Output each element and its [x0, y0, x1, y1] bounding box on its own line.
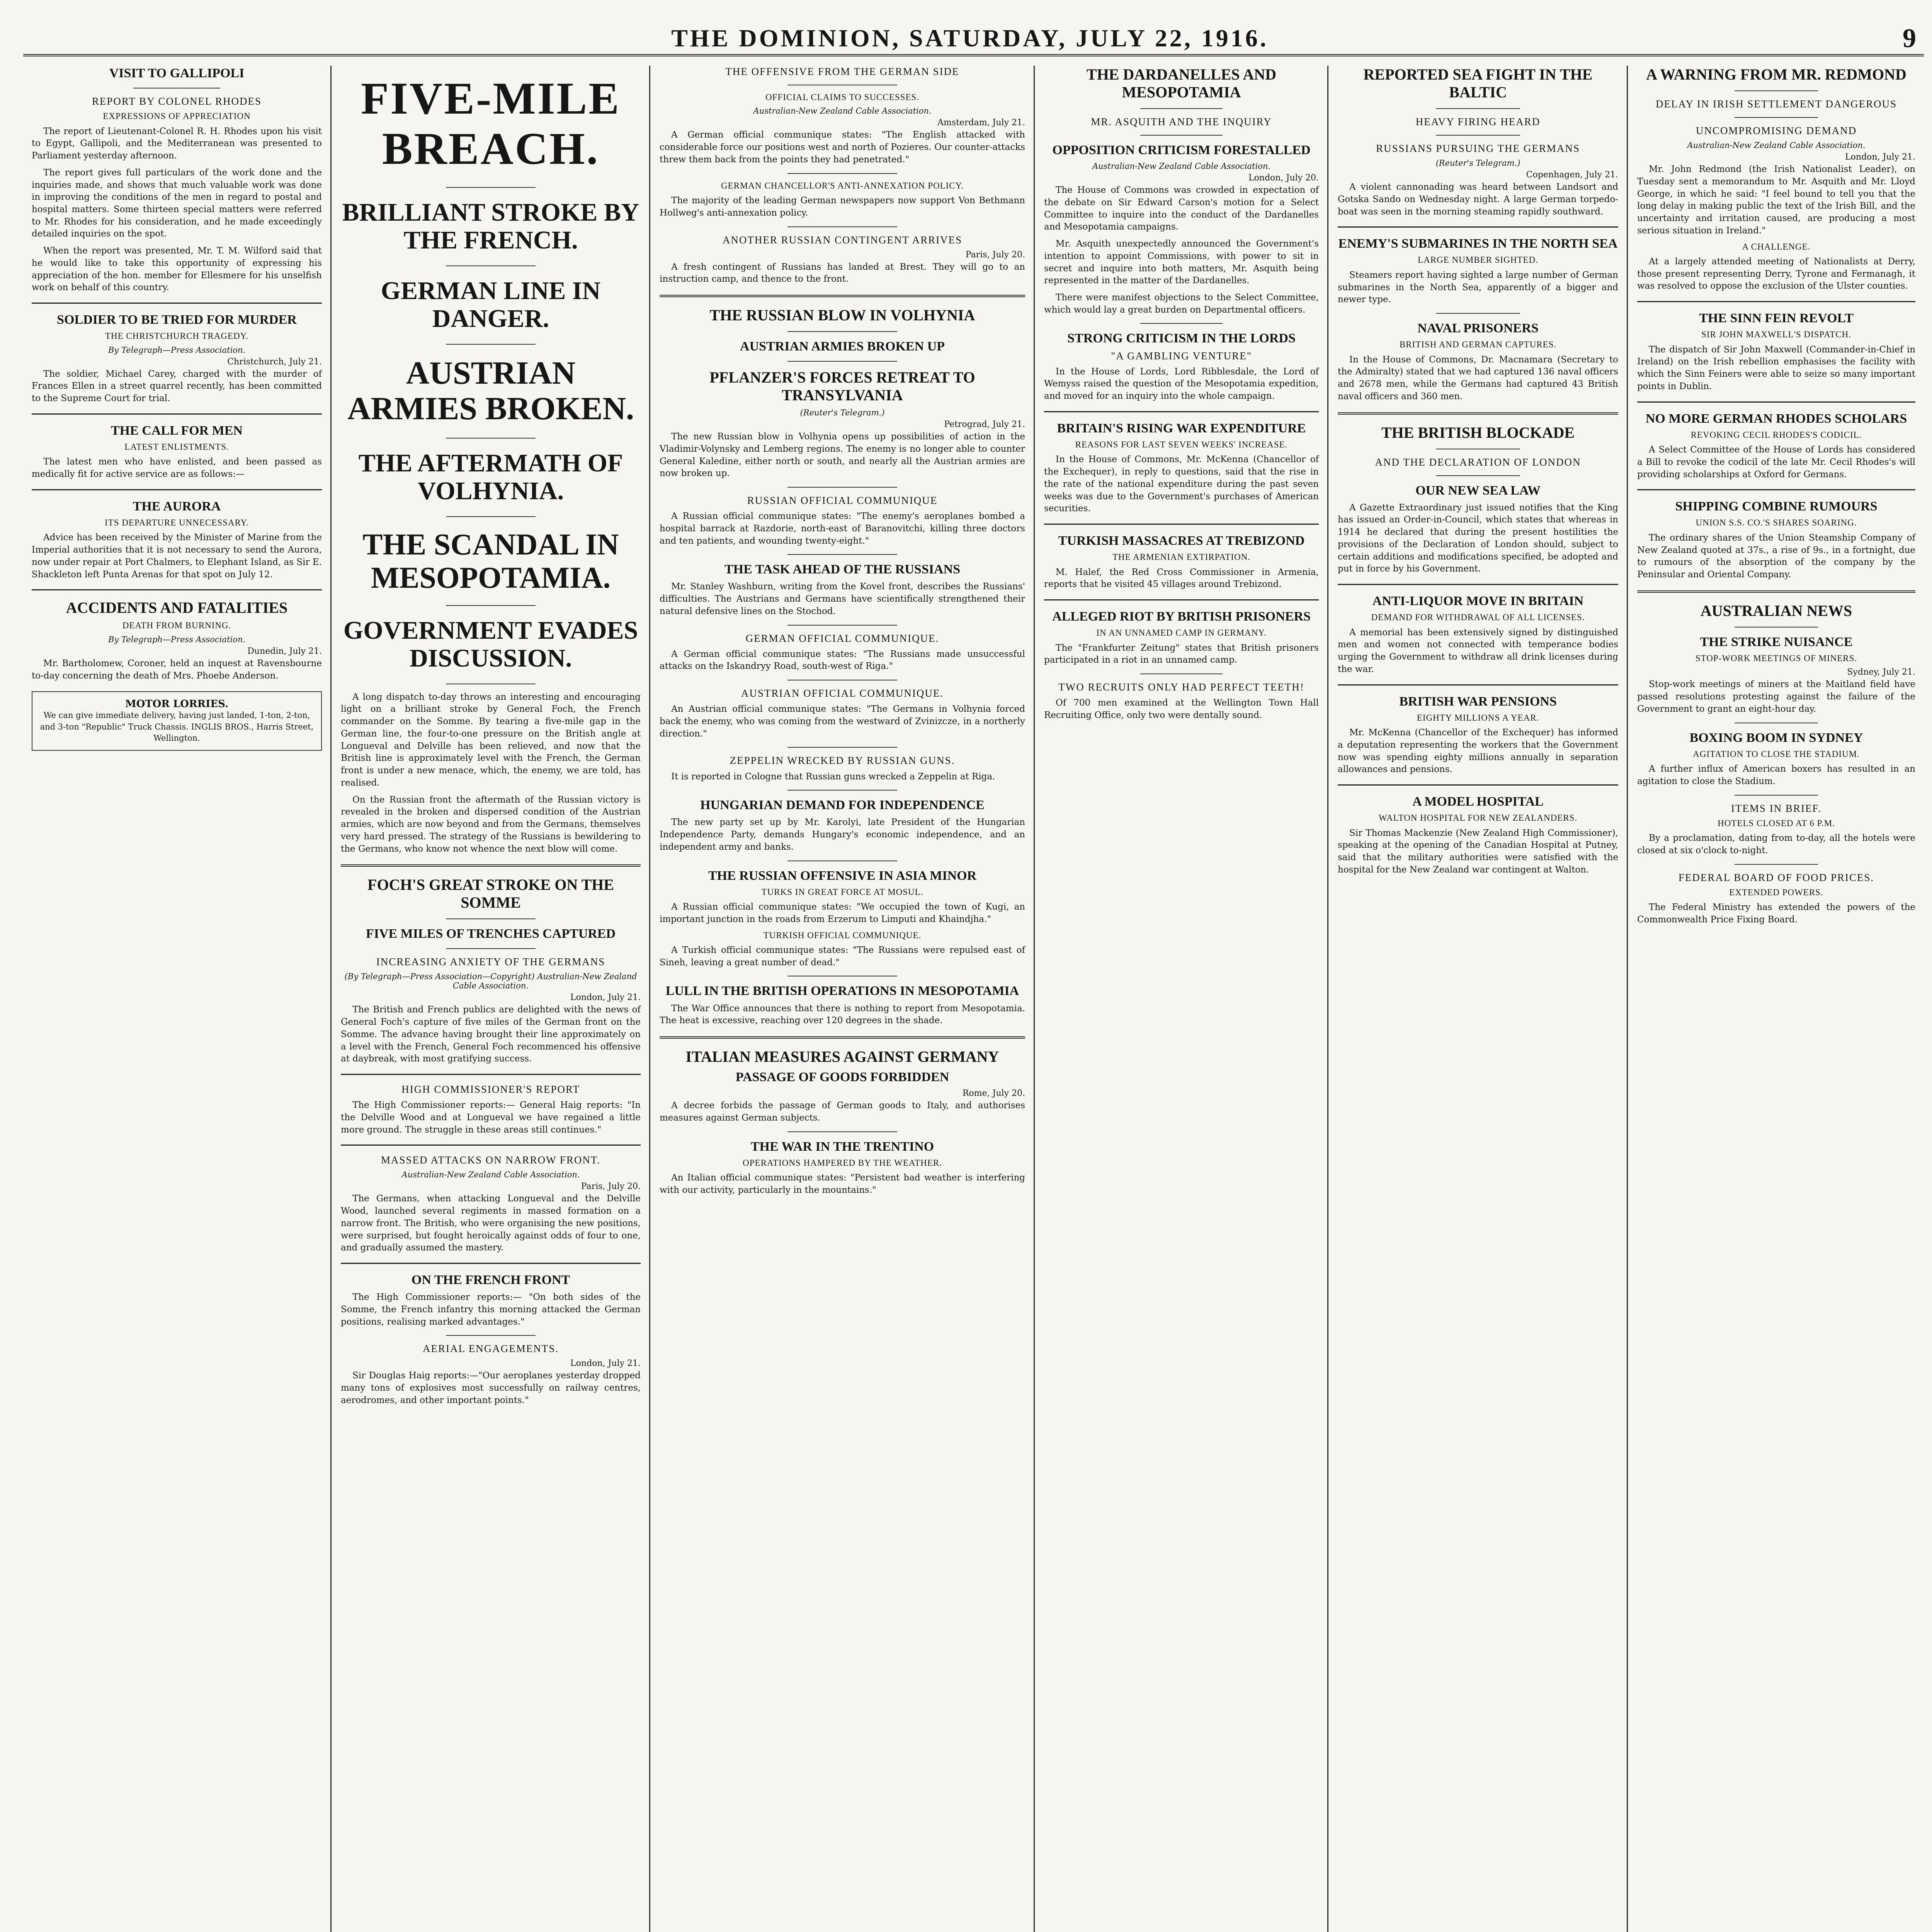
- article-paragraph: The House of Commons was crowded in expectation of the debate on Sir Edward Carson's motion for a Select Committee to inquire into the conduct of the Dardanelles and Mesopotamia campaigns.: [1044, 185, 1319, 232]
- banner-deck: GERMAN LINE IN DANGER.: [381, 276, 601, 333]
- article-subhead: SIR JOHN MAXWELL'S DISPATCH.: [1701, 330, 1851, 340]
- article-paragraph: Sir Thomas Mackenzie (New Zealand High Commissioner), speaking at the opening of the Canadian Hospital at Putney, said that the military authorities were satisfied with the hospital for the New Zealand war contingent at Walton.: [1338, 828, 1618, 875]
- article-headline: A MODEL HOSPITAL: [1412, 794, 1544, 809]
- newspaper-page: [23, 23, 1924, 1932]
- article-headline: ITEMS IN BRIEF.: [1731, 802, 1822, 814]
- article-paragraph: The Germans, when attacking Longueval and the Delville Wood, launched several regiments in massed formation on a narrow front. The British, who were organising the new positions, were surprised, but fought heroically against odds of four to one, and gradually assumed the mastery.: [341, 1194, 641, 1253]
- column-rule: [330, 66, 332, 1932]
- article-subhead: DEATH FROM BURNING.: [122, 621, 231, 631]
- article-subhead: A CHALLENGE.: [1742, 242, 1811, 252]
- article-paragraph: Mr. Bartholomew, Coroner, held an inquest at Ravensbourne to-day concerning the death of Mrs. Phoebe Anderson.: [32, 658, 322, 681]
- article-paragraph: A fresh contingent of Russians has landed at Brest. They will go to an instruction camp, and thence to the front.: [660, 262, 1025, 284]
- article-paragraph: Mr. Asquith unexpectedly announced the Government's intention to appoint Commissions, with power to sit in secret and inquire into both matters, Mr. Asquith being represented in the matter of the Dardanelles.: [1044, 239, 1319, 286]
- article-paragraph: The High Commissioner reports:— General Haig reports: "In the Delville Wood and at Longueval we have regained a little more ground. The struggle in these areas still continues.": [341, 1100, 641, 1135]
- article-headline: AUSTRALIAN NEWS: [1700, 602, 1852, 619]
- article-subhead: REVOKING CECIL RHODES'S CODICIL.: [1690, 430, 1862, 440]
- article-paragraph: Stop-work meetings of miners at the Maitland field have passed resolutions protesting against the failure of the Government to grant an eight-hour day.: [1637, 679, 1915, 714]
- article-headline: THE TASK AHEAD OF THE RUSSIANS: [724, 562, 960, 577]
- article-subhead: REASONS FOR LAST SEVEN WEEKS' INCREASE.: [1075, 439, 1288, 449]
- banner-deck: BRILLIANT STROKE BY THE FRENCH.: [342, 198, 639, 255]
- article-headline: ON THE FRENCH FRONT: [411, 1273, 570, 1287]
- article-headline: GERMAN CHANCELLOR'S ANTI-ANNEXATION POLICY.: [721, 180, 964, 190]
- article-subhead: AUSTRIAN ARMIES BROKEN UP: [740, 339, 945, 354]
- article-paragraph: When the report was presented, Mr. T. M. Wilford said that he would like to take this opportunity of expressing his appreciation of the hon. member for Ellesmere for his unselfish work on behalf of this country.: [32, 246, 322, 293]
- credit-line: Australian-New Zealand Cable Association.: [1687, 141, 1866, 150]
- article-subhead: RUSSIANS PURSUING THE GERMANS: [1376, 143, 1580, 155]
- article-paragraph: A German official communique states: "The English attacked with considerable force our positions west and north of Pozieres. Our counter-attacks threw them back from the points they had penetrated.": [660, 130, 1025, 165]
- article-paragraph: Mr. McKenna (Chancellor of the Exchequer) has informed a deputation representing the workers that the Government now was spending eighty millions annually in separation allowances and pensions.: [1338, 728, 1618, 775]
- article-subhead: UNCOMPROMISING DEMAND: [1696, 125, 1857, 137]
- article-paragraph: It is reported in Cologne that Russian guns wrecked a Zeppelin at Riga.: [671, 771, 995, 782]
- article-subhead: EXPRESSIONS OF APPRECIATION: [103, 111, 251, 121]
- column-4: [1036, 66, 1327, 1932]
- article-subhead: DELAY IN IRISH SETTLEMENT DANGEROUS: [1656, 98, 1897, 110]
- article-subhead: UNION S.S. CO.'S SHARES SOARING.: [1696, 518, 1857, 528]
- article-paragraph: The High Commissioner reports:— "On both sides of the Somme, the French infantry this morning attacked the German positions, realising marked advantages.": [341, 1292, 641, 1327]
- column-rule: [1327, 66, 1328, 1932]
- article-headline: LULL IN THE BRITISH OPERATIONS IN MESOPOTAMIA: [665, 984, 1019, 998]
- article-headline: VISIT TO GALLIPOLI: [109, 66, 245, 80]
- article-headline: THE RUSSIAN OFFENSIVE IN ASIA MINOR: [708, 868, 977, 883]
- article-paragraph: The dispatch of Sir John Maxwell (Commander-in-Chief in Ireland) on the Irish rebellion emphasises the facility with which the Sinn Feiners were able to seize so many important points in Dublin.: [1637, 344, 1915, 391]
- article-headline: HUNGARIAN DEMAND FOR INDEPENDENCE: [700, 798, 985, 813]
- article-headline: ALLEGED RIOT BY BRITISH PRISONERS: [1052, 609, 1311, 624]
- column-6: [1629, 66, 1924, 1932]
- article-paragraph: On the Russian front the aftermath of the Russian victory is revealed in the broken and dispersed condition of the Austrian armies, which are now beyond and from the Germans, themselves very hard pressed. The strategy of the Russians is bewildering to the Germans, who know not whence the next blow will come.: [341, 794, 641, 854]
- article-headline: STRONG CRITICISM IN THE LORDS: [1067, 331, 1296, 346]
- article-headline: AUSTRIAN OFFICIAL COMMUNIQUE.: [741, 687, 944, 699]
- article-headline: FEDERAL BOARD OF FOOD PRICES.: [1678, 871, 1874, 883]
- article-paragraph: The Federal Ministry has extended the powers of the Commonwealth Price Fixing Board.: [1637, 902, 1915, 925]
- article-paragraph: By a proclamation, dating from to-day, all the hotels were closed at six o'clock to-night.: [1637, 833, 1915, 855]
- article-subhead: OPPOSITION CRITICISM FORESTALLED: [1052, 143, 1311, 158]
- article-headline: TURKISH MASSACRES AT TREBIZOND: [1058, 534, 1305, 548]
- article-headline: THE AURORA: [133, 499, 221, 514]
- dateline: London, July 21.: [570, 1359, 641, 1369]
- article-paragraph: Mr. Stanley Washburn, writing from the Kovel front, describes the Russians' difficulties. The Austrians and Germans have scientifically strengthened their natural defensive lines on the Stochod.: [660, 582, 1025, 616]
- dateline: Rome, July 20.: [962, 1088, 1025, 1099]
- article-paragraph: At a largely attended meeting of Nationalists at Derry, those present representing Derry, Tyrone and Fermanagh, it was resolved to oppose the exclusion of the Ulster counties.: [1637, 256, 1915, 291]
- article-paragraph: A Russian official communique states: "The enemy's aeroplanes bombed a hospital barrack at Razdorie, north-east of Baranovitchi, killing three doctors and ten patients, and wounding twenty-eight.": [660, 511, 1025, 546]
- article-paragraph: A decree forbids the passage of German goods to Italy, and authorises measures against German subjects.: [660, 1100, 1025, 1123]
- article-paragraph: A long dispatch to-day throws an interesting and encouraging light on a brilliant stroke by General Foch, the French commander on the Somme. By tearing a five-mile gap in the German line, the four-to-one pressure on the British angle at Longueval and Delville has been relieved, and now that the British line is approximately level with the French, the German front is under a new menace, which, the enemy, we are told, has realised.: [341, 692, 641, 788]
- credit-line: By Telegraph—Press Association.: [108, 345, 246, 355]
- page-number: 9: [1903, 24, 1916, 53]
- article-paragraph: An Austrian official communique states: "The Germans in Volhynia forced back the enemy, who was coming from the westward of Zvinizcze, in a northerly direction.": [660, 704, 1025, 739]
- credit-line: Australian-New Zealand Cable Association.: [753, 106, 932, 116]
- article-paragraph: A violent cannonading was heard between Landsort and Gotska Sando on Wednesday night. A large German torpedo-boat was seen in the morning steaming rapidly southward.: [1338, 182, 1618, 217]
- article-headline: SOLDIER TO BE TRIED FOR MURDER: [57, 313, 297, 327]
- article-paragraph: The report gives full particulars of the work done and the inquiries made, and shows that much valuable work was done in improving the conditions of the men in regard to postal and hospital matters. Some thirteen special matters were referred to Mr. Rhodes for his consideration, and he made exceedingly detailed inquiries on the spot.: [32, 167, 322, 239]
- advertisement: [32, 691, 322, 751]
- article-headline: BRITISH WAR PENSIONS: [1399, 694, 1557, 709]
- article-headline: AERIAL ENGAGEMENTS.: [423, 1343, 559, 1355]
- article-paragraph: The British and French publics are delighted with the news of General Foch's capture of five miles of the German front on the Somme. The advance having brought their line approximately on a level with the French, General Foch recommenced his offensive at daybreak, with most gratifying success.: [341, 1005, 641, 1064]
- article-paragraph: A Russian official communique states: "We occupied the town of Kugi, an important junction in the roads from Erzerum to Limputi and Khaindjha.": [660, 902, 1025, 924]
- dateline: London, July 21.: [1845, 152, 1915, 162]
- article-paragraph: Of 700 men examined at the Wellington Town Hall Recruiting Office, only two were dentally sound.: [1044, 698, 1319, 720]
- article-subhead: ITS DEPARTURE UNNECESSARY.: [105, 517, 249, 527]
- dateline: Paris, July 20.: [581, 1182, 641, 1192]
- dateline: London, July 21.: [570, 993, 641, 1003]
- article-paragraph: Mr. John Redmond (the Irish Nationalist Leader), on Tuesday sent a memorandum to Mr. Asquith and Mr. Lloyd George, in which he said: "I feel bound to tell you that the long delay in making public the text of the Irish Bill, and the uncertainty and irritation caused, are producing a most serious situation in Ireland.": [1637, 164, 1915, 236]
- article-headline: ENEMY'S SUBMARINES IN THE NORTH SEA: [1338, 236, 1618, 251]
- article-headline: THE WAR IN THE TRENTINO: [750, 1139, 934, 1154]
- article-paragraph: There were manifest objections to the Select Committee, which would lay a great burden on Departmental officers.: [1044, 293, 1319, 315]
- article-paragraph: The report of Lieutenant-Colonel R. H. Rhodes upon his visit to Egypt, Gallipoli, and the Mediterranean was presented to Parliament yesterday afternoon.: [32, 126, 322, 161]
- article-paragraph: In the House of Commons, Mr. McKenna (Chancellor of the Exchequer), in reply to questions, said that the rise in the rate of the national expenditure during the past seven weeks was due to the Government's purchases of American securities.: [1044, 454, 1319, 514]
- article-subhead: HOTELS CLOSED AT 6 P.M.: [1718, 818, 1835, 828]
- article-subhead: HEAVY FIRING HEARD: [1415, 116, 1541, 128]
- article-headline: TWO RECRUITS ONLY HAD PERFECT TEETH!: [1058, 681, 1304, 693]
- article-headline: BOXING BOOM IN SYDNEY: [1689, 730, 1863, 745]
- article-headline: HIGH COMMISSIONER'S REPORT: [401, 1083, 580, 1095]
- advertisement-title: MOTOR LORRIES.: [125, 698, 229, 710]
- column-rule: [1627, 66, 1628, 1932]
- article-headline: GERMAN OFFICIAL COMMUNIQUE.: [745, 632, 939, 644]
- article-headline: THE CALL FOR MEN: [111, 423, 243, 438]
- banner-deck: THE AFTERMATH OF VOLHYNIA.: [358, 449, 623, 505]
- dateline: Christchurch, July 21.: [227, 357, 322, 367]
- article-headline: TURKISH OFFICIAL COMMUNIQUE.: [763, 930, 922, 940]
- column-rule: [649, 66, 650, 1932]
- article-subhead: THE STRIKE NUISANCE: [1700, 634, 1853, 649]
- article-headline: RUSSIAN OFFICIAL COMMUNIQUE: [747, 495, 938, 507]
- article-subhead: INCREASING ANXIETY OF THE GERMANS: [376, 956, 605, 968]
- article-subhead: EIGHTY MILLIONS A YEAR.: [1417, 713, 1539, 723]
- credit-line: (Reuter's Telegram.): [800, 408, 885, 418]
- article-paragraph: The majority of the leading German newspapers now support Von Bethmann Hollweg's anti-annexation policy.: [660, 196, 1025, 218]
- article-paragraph: The ordinary shares of the Union Steamship Company of New Zealand quoted at 37s., a rise of 9s., in a fortnight, due to rumours of the absorption of the company by the Peninsular and Oriental Company.: [1637, 532, 1915, 580]
- column-3: [651, 66, 1034, 1932]
- article-headline: THE RUSSIAN BLOW IN VOLHYNIA: [709, 306, 975, 324]
- article-subhead: THE CHRISTCHURCH TRAGEDY.: [105, 331, 249, 341]
- article-headline: THE SINN FEIN REVOLT: [1699, 311, 1854, 326]
- article-subhead: DEMAND FOR WITHDRAWAL OF ALL LICENSES.: [1371, 612, 1585, 622]
- article-paragraph: M. Halef, the Red Cross Commissioner in Armenia, reports that he visited 45 villages around Trebizond.: [1044, 567, 1319, 590]
- article-subhead: TURKS IN GREAT FORCE AT MOSUL.: [761, 887, 923, 897]
- article-paragraph: The latest men who have enlisted, and been passed as medically fit for active service are as follows:—: [32, 457, 322, 480]
- article-paragraph: In the House of Commons, Dr. Macnamara (Secretary to the Admiralty) stated that we had captured 136 naval officers and 2678 men, while the Germans had captured 43 British naval officers and 360 men.: [1338, 354, 1618, 401]
- article-subhead: AND THE DECLARATION OF LONDON: [1375, 456, 1581, 468]
- article-subhead: WALTON HOSPITAL FOR NEW ZEALANDERS.: [1378, 813, 1578, 823]
- credit-line: (By Telegraph—Press Association—Copyright) Australian-New Zealand Cable Association.: [344, 972, 637, 991]
- article-headline: SHIPPING COMBINE RUMOURS: [1675, 499, 1878, 514]
- credit-line: Australian-New Zealand Cable Association.: [401, 1170, 580, 1180]
- advertisement-text: We can give immediate delivery, having just landed, 1-ton, 2-ton, and 3-ton "Republic" Truck Chassis. INGLIS BROS., Harris Street, Wellington.: [40, 711, 314, 743]
- article-paragraph: The soldier, Michael Carey, charged with the murder of Frances Ellen in a street quarrel recently, has been committed to the Supreme Court for trial.: [32, 369, 322, 404]
- column-1: [23, 66, 330, 1932]
- article-paragraph: A memorial has been extensively signed by distinguished men and women not connected with temperance bodies urging the Government to withdraw all drink licenses during the war.: [1338, 627, 1618, 674]
- article-headline: FOCH'S GREAT STROKE ON THE SOMME: [367, 876, 614, 912]
- article-subhead: MR. ASQUITH AND THE INQUIRY: [1091, 116, 1272, 128]
- article-paragraph: A Select Committee of the House of Lords has considered a Bill to revoke the codicil of the late Mr. Cecil Rhodes's will providing scholarships at Oxford for Germans.: [1637, 445, 1915, 480]
- article-subhead: REPORT BY COLONEL RHODES: [92, 95, 262, 107]
- article-paragraph: Advice has been received by the Minister of Marine from the Imperial authorities that it is not necessary to send the Aurora, now under repair at Port Chalmers, to Elephant Island, as Sir E. Shackleton left Punta Arenas for that spot on July 12.: [32, 532, 322, 580]
- article-subhead: STOP-WORK MEETINGS OF MINERS.: [1695, 653, 1857, 663]
- article-paragraph: A Gazette Extraordinary just issued notifies that the King has issued an Order-in-Council, which states that whereas in 1914 he declared that during the present hostilities the provisions of the Declaration of London should, subject to certain additions and modifications specified, be adopted and put in force by his Government.: [1338, 502, 1618, 574]
- article-headline: BRITAIN'S RISING WAR EXPENDITURE: [1057, 421, 1306, 435]
- dateline: Copenhagen, July 21.: [1526, 170, 1618, 180]
- credit-line: (Reuter's Telegram.): [1435, 158, 1520, 168]
- article-headline: THE OFFENSIVE FROM THE GERMAN SIDE: [725, 66, 959, 77]
- article-subhead: BRITISH AND GERMAN CAPTURES.: [1399, 340, 1557, 350]
- dateline: London, July 20.: [1248, 173, 1319, 183]
- article-headline: ZEPPELIN WRECKED BY RUSSIAN GUNS.: [730, 755, 955, 767]
- article-paragraph: In the House of Lords, Lord Ribblesdale, the Lord of Wemyss raised the question of the Mesopotamia expedition, and moved for an inquiry into the whole campaign.: [1044, 366, 1319, 401]
- dateline: Petrograd, July 21.: [944, 420, 1025, 430]
- article-subhead: IN AN UNNAMED CAMP IN GERMANY.: [1096, 628, 1267, 638]
- article-paragraph: A Turkish official communique states: "The Russians were repulsed east of Sineh, leaving a great number of dead.": [660, 945, 1025, 968]
- main-headline: FIVE-MILE BREACH.: [361, 73, 621, 174]
- article-subhead: OFFICIAL CLAIMS TO SUCCESSES.: [765, 92, 919, 102]
- article-paragraph: The new party set up by Mr. Karolyi, late President of the Hungarian Independence Party, demands Hungary's economic independence, and an independent army and banks.: [660, 817, 1025, 852]
- article-subhead: PASSAGE OF GOODS FORBIDDEN: [735, 1070, 949, 1084]
- article-headline: A WARNING FROM MR. REDMOND: [1646, 66, 1906, 83]
- article-subhead: "A GAMBLING VENTURE": [1111, 350, 1252, 362]
- dateline: Sydney, July 21.: [1847, 667, 1915, 677]
- article-headline: ITALIAN MEASURES AGAINST GERMANY: [685, 1048, 999, 1065]
- column-rule: [1034, 66, 1035, 1932]
- article-paragraph: The War Office announces that there is nothing to report from Mesopotamia. The heat is excessive, reaching over 120 degrees in the shade.: [660, 1003, 1025, 1026]
- banner-deck: THE SCANDAL IN MESOPOTAMIA.: [362, 527, 619, 594]
- article-headline: NAVAL PRISONERS: [1417, 321, 1539, 336]
- banner-deck: GOVERNMENT EVADES DISCUSSION.: [343, 616, 638, 673]
- article-subhead: THE ARMENIAN EXTIRPATION.: [1112, 552, 1250, 562]
- credit-line: Australian-New Zealand Cable Association.: [1092, 162, 1271, 171]
- article-subhead: OUR NEW SEA LAW: [1415, 483, 1541, 498]
- article-paragraph: The "Frankfurter Zeitung" states that British prisoners participated in a riot in an unnamed camp.: [1044, 643, 1319, 665]
- article-paragraph: Sir Douglas Haig reports:—"Our aeroplanes yesterday dropped many tons of explosives most successfully on railway centres, aerodromes, and other important points.": [341, 1371, 641, 1405]
- dateline: Paris, July 20.: [965, 250, 1025, 260]
- article-paragraph: A further influx of American boxers has resulted in an agitation to close the Stadium.: [1637, 764, 1915, 786]
- article-paragraph: An Italian official communique states: "Persistent bad weather is interfering with our activity, particularly in the mountains.": [660, 1173, 1025, 1195]
- dateline: Dunedin, July 21.: [247, 646, 322, 656]
- article-headline: ANOTHER RUSSIAN CONTINGENT ARRIVES: [722, 234, 963, 246]
- article-subhead: LATEST ENLISTMENTS.: [124, 442, 229, 452]
- article-paragraph: Steamers report having sighted a large number of German submarines in the North Sea, apparently of a bigger and newer type.: [1338, 270, 1618, 305]
- masthead: [23, 23, 1924, 56]
- article-headline: MASSED ATTACKS ON NARROW FRONT.: [381, 1154, 601, 1166]
- article-headline: ACCIDENTS AND FATALITIES: [66, 599, 288, 617]
- credit-line: By Telegraph—Press Association.: [108, 634, 246, 644]
- article-subhead: FIVE MILES OF TRENCHES CAPTURED: [366, 927, 616, 941]
- article-paragraph: A German official communique states: "The Russians made unsuccessful attacks on the Iskandryy Road, south-west of Riga.": [660, 649, 1025, 672]
- article-headline: THE DARDANELLES AND MESOPOTAMIA: [1086, 66, 1277, 101]
- column-2: [332, 66, 649, 1932]
- article-subhead: EXTENDED POWERS.: [1729, 887, 1823, 897]
- masthead-title: THE DOMINION, SATURDAY, JULY 22, 1916.: [671, 24, 1269, 52]
- article-headline: REPORTED SEA FIGHT IN THE BALTIC: [1363, 66, 1593, 101]
- article-headline: NO MORE GERMAN RHODES SCHOLARS: [1645, 411, 1907, 426]
- article-headline: ANTI-LIQUOR MOVE IN BRITAIN: [1372, 594, 1584, 609]
- column-5: [1329, 66, 1627, 1932]
- article-subhead: LARGE NUMBER SIGHTED.: [1418, 255, 1538, 265]
- banner-deck: AUSTRIAN ARMIES BROKEN.: [347, 355, 634, 427]
- article-subhead: PFLANZER'S FORCES RETREAT TO TRANSYLVANIA: [709, 369, 975, 404]
- article-subhead: OPERATIONS HAMPERED BY THE WEATHER.: [743, 1158, 942, 1168]
- article-subhead: AGITATION TO CLOSE THE STADIUM.: [1693, 749, 1860, 759]
- article-paragraph: The new Russian blow in Volhynia opens up possibilities of action in the Vladimir-Volynsky and Lemberg regions. The enemy is no longer able to counter General Kaledine, either north or south, and nearly all the Austrian armies are now broken up.: [660, 432, 1025, 479]
- dateline: Amsterdam, July 21.: [937, 118, 1025, 128]
- article-headline: THE BRITISH BLOCKADE: [1381, 423, 1575, 441]
